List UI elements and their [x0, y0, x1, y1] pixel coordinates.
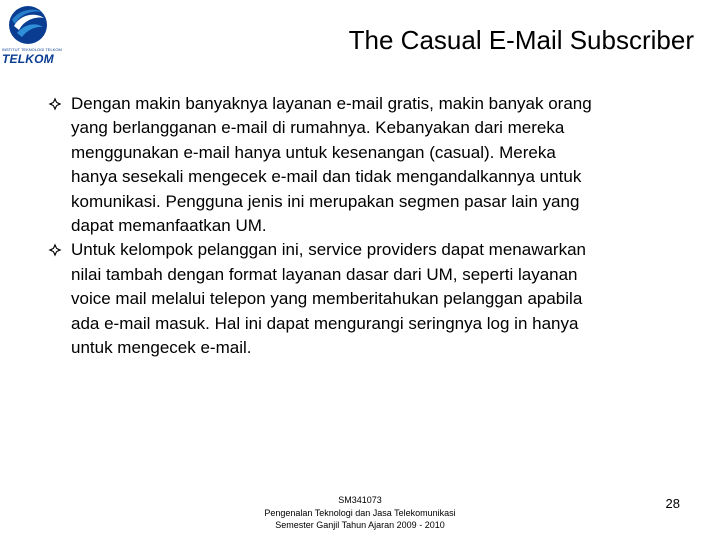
- bullet-line: hanya sesekali mengecek e-mail dan tidak mengandalkannya untuk: [71, 167, 582, 187]
- slide-title: The Casual E-Mail Subscriber: [348, 25, 694, 55]
- bullet-line: Untuk kelompok pelanggan ini, service providers dapat menawarkan: [71, 240, 587, 260]
- bullet-line: menggunakan e-mail hanya untuk kesenangan (casual). Mereka: [71, 142, 556, 162]
- footer-info: [240, 494, 480, 532]
- bullet-line: untuk mengecek e-mail.: [71, 338, 252, 358]
- logo-institute-text: INSTITUT TEKNOLOGI TELKOM: [2, 47, 62, 52]
- bullet-line: voice mail melalui telepon yang memberitahukan pelanggan apabila: [71, 289, 583, 309]
- footer-course-name: Pengenalan Teknologi dan Jasa Telekomunikasi: [264, 507, 456, 518]
- bullet-line: nilai tambah dengan format layanan dasar dari UM, seperti layanan: [71, 264, 578, 284]
- bullet-line: yang berlangganan e-mail di rumahnya. Kebanyakan dari mereka: [71, 118, 565, 138]
- telkom-logo: [0, 2, 62, 66]
- bullet-line: komunikasi. Pengguna jenis ini merupakan segmen pasar lain yang: [71, 191, 580, 211]
- logo-name-text: TELKOM: [2, 52, 54, 66]
- bullet-line: ada e-mail masuk. Hal ini dapat mengurangi seringnya log in hanya: [71, 313, 579, 333]
- page-number: 28: [665, 496, 680, 511]
- bullet-item: [48, 92, 698, 238]
- diamond-bullet-icon: [48, 97, 62, 111]
- bullet-list: [48, 92, 698, 360]
- telkom-swoosh-logo-icon: [0, 2, 58, 48]
- footer-course-code: SM341073: [338, 495, 382, 505]
- bullet-line: dapat memanfaatkan UM.: [71, 216, 267, 236]
- bullet-item: [48, 238, 698, 360]
- bullet-line: Dengan makin banyaknya layanan e-mail gratis, makin banyak orang: [71, 94, 592, 113]
- diamond-bullet-icon: [48, 243, 62, 257]
- footer-semester: Semester Ganjil Tahun Ajaran 2009 - 2010: [275, 520, 445, 530]
